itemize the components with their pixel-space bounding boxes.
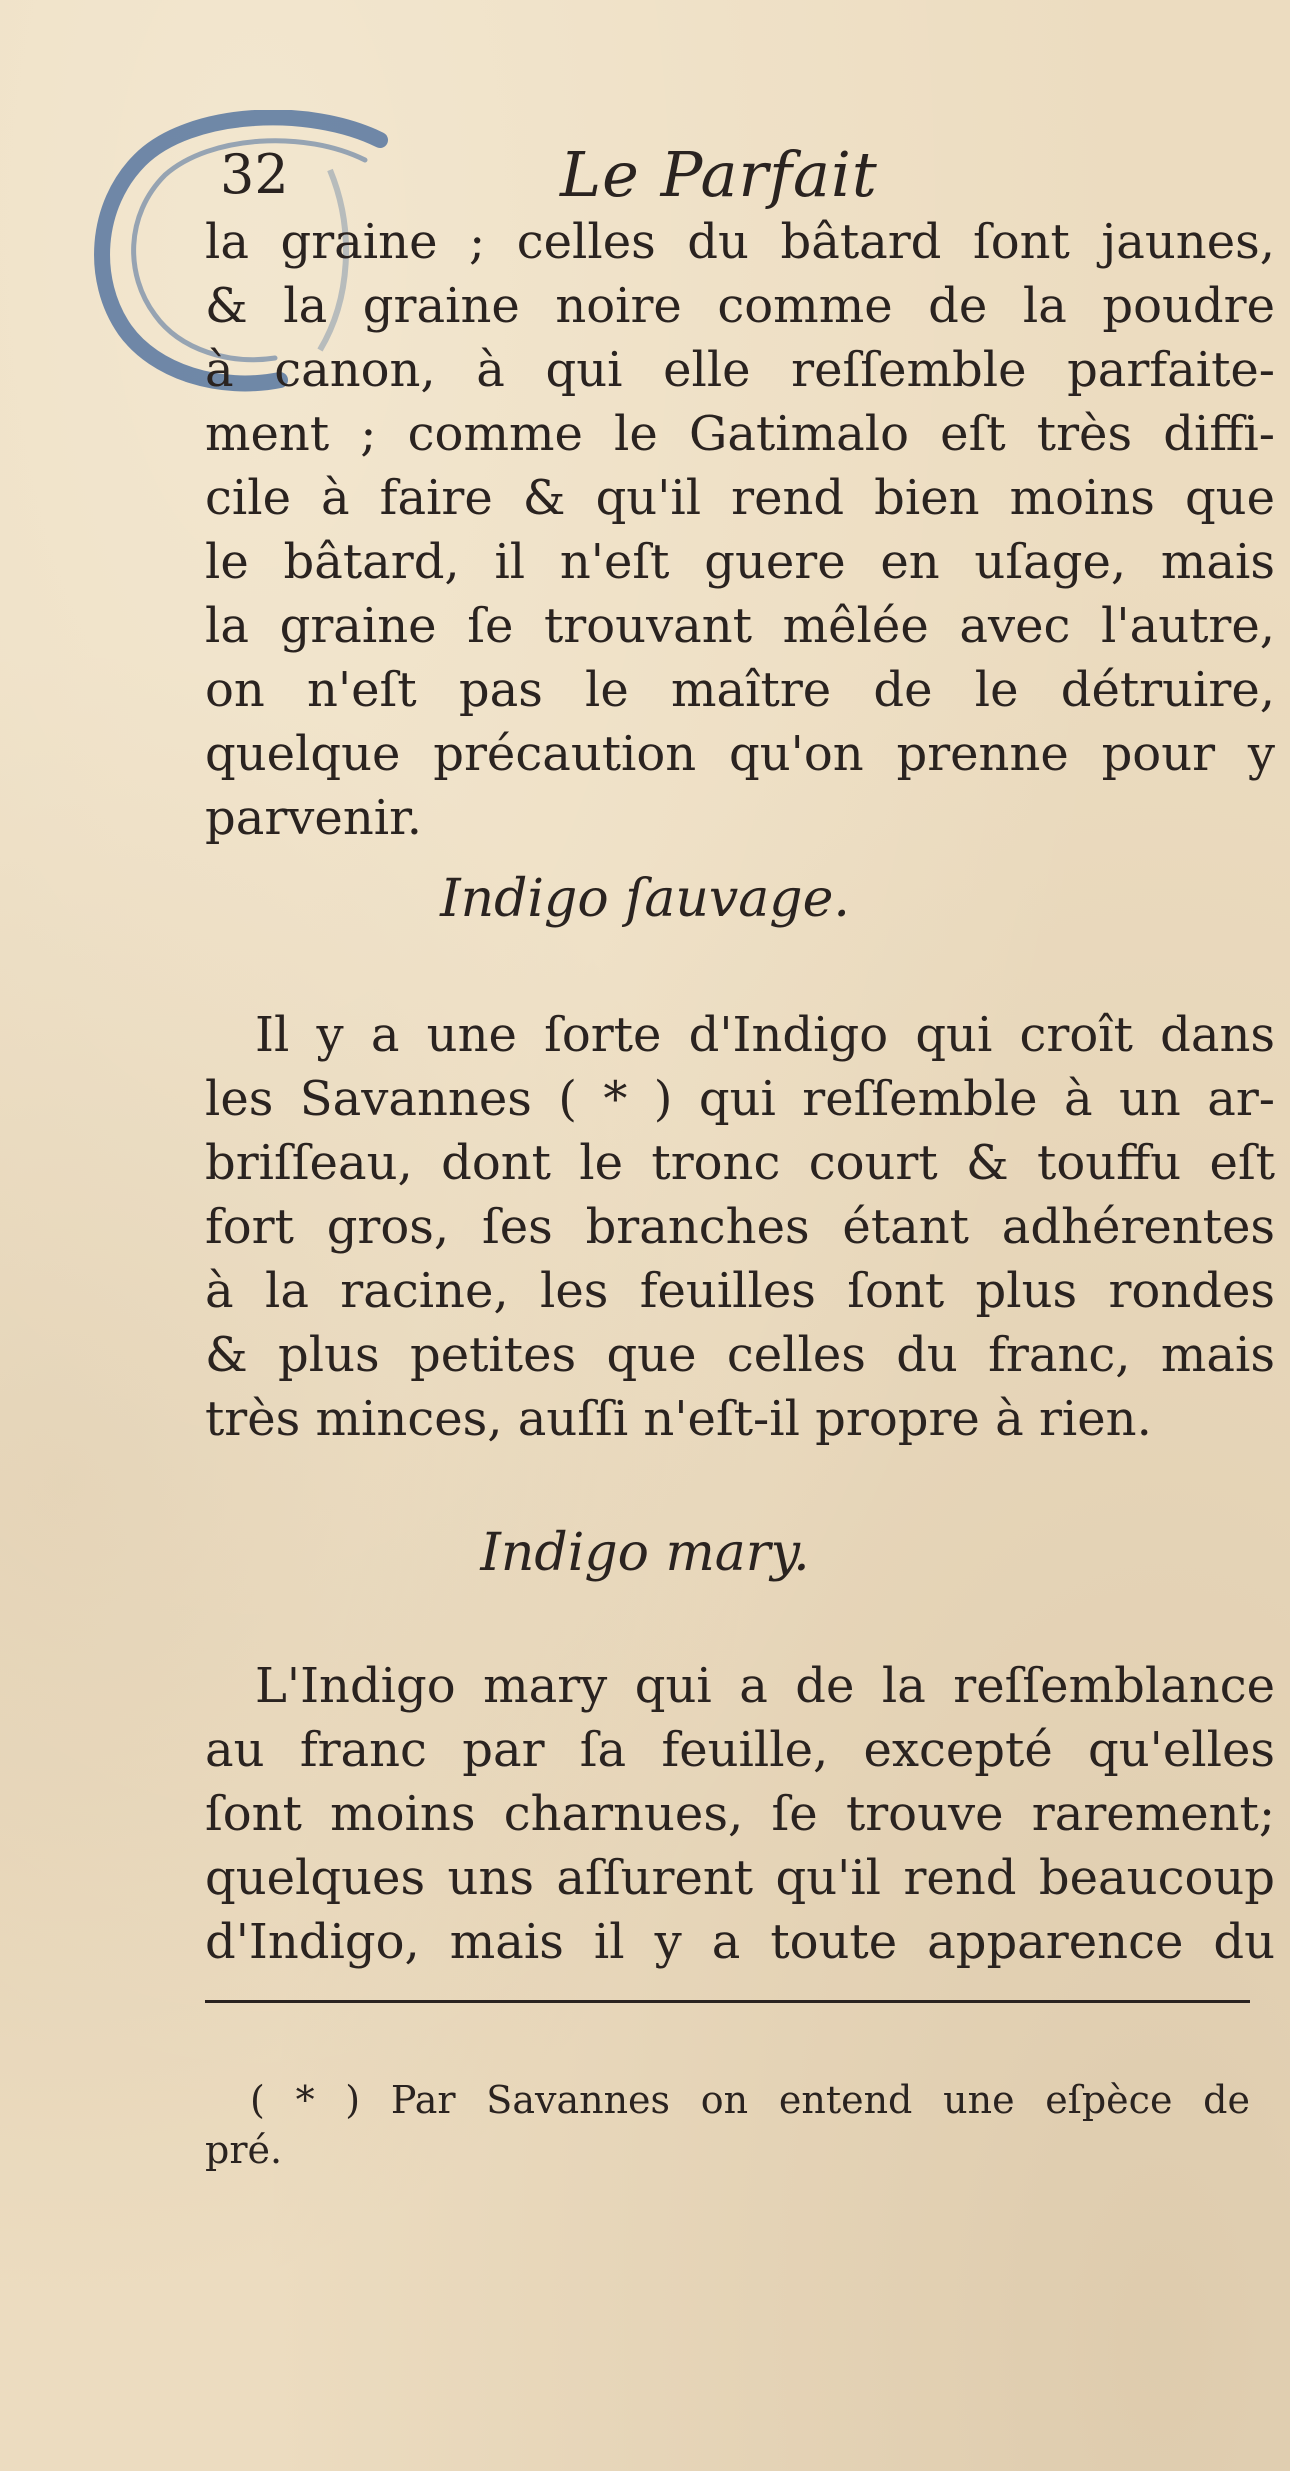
text-line: à canon, à qui elle reſſemble parfaite- bbox=[205, 342, 1275, 398]
text-line: L'Indigo mary qui a de la reſſemblance bbox=[255, 1658, 1275, 1714]
page-number: 32 bbox=[220, 143, 289, 206]
section-title-indigo-sauvage: Indigo ſauvage. bbox=[440, 869, 850, 929]
text-line: Il y a une ſorte d'Indigo qui croît dans bbox=[255, 1007, 1275, 1063]
text-line: les Savannes ( * ) qui reſſemble à un ar- bbox=[205, 1071, 1275, 1127]
text-line: la graine ſe trouvant mêlée avec l'autre, bbox=[205, 598, 1275, 654]
text-line: à la racine, les feuilles ſont plus rondes bbox=[205, 1263, 1275, 1319]
text-line: cile à faire & qu'il rend bien moins que bbox=[205, 470, 1275, 526]
text-line: la graine ; celles du bâtard ſont jaunes, bbox=[205, 214, 1275, 270]
running-head: Le Parfait bbox=[560, 138, 878, 211]
text-line: d'Indigo, mais il y a toute apparence du bbox=[205, 1914, 1275, 1970]
section-title-indigo-mary: Indigo mary. bbox=[480, 1523, 810, 1583]
footnote-line: pré. bbox=[205, 2128, 283, 2172]
text-line: briſſeau, dont le tronc court & touffu eſt bbox=[205, 1135, 1275, 1191]
footnote-line: ( * ) Par Savannes on entend une eſpèce de bbox=[250, 2078, 1250, 2122]
footnote-rule bbox=[205, 2000, 1250, 2003]
text-line: quelques uns aſſurent qu'il rend beaucoup bbox=[205, 1850, 1275, 1906]
text-line: parvenir. bbox=[205, 790, 423, 846]
text-line: très minces, auſſi n'eſt-il propre à rien. bbox=[205, 1391, 1152, 1447]
page-header bbox=[220, 140, 1220, 210]
text-line: on n'eſt pas le maître de le détruire, bbox=[205, 662, 1275, 718]
text-line: & plus petites que celles du franc, mais bbox=[205, 1327, 1275, 1383]
text-line: le bâtard, il n'eſt guere en uſage, mais bbox=[205, 534, 1275, 590]
text-line: ſont moins charnues, ſe trouve rarement; bbox=[205, 1786, 1275, 1842]
text-line: & la graine noire comme de la poudre bbox=[205, 278, 1275, 334]
text-line: fort gros, ſes branches étant adhérentes bbox=[205, 1199, 1275, 1255]
text-line: au franc par ſa feuille, excepté qu'elles bbox=[205, 1722, 1275, 1778]
text-line: quelque précaution qu'on prenne pour y bbox=[205, 726, 1275, 782]
text-line: ment ; comme le Gatimalo eſt très diffi- bbox=[205, 406, 1275, 462]
